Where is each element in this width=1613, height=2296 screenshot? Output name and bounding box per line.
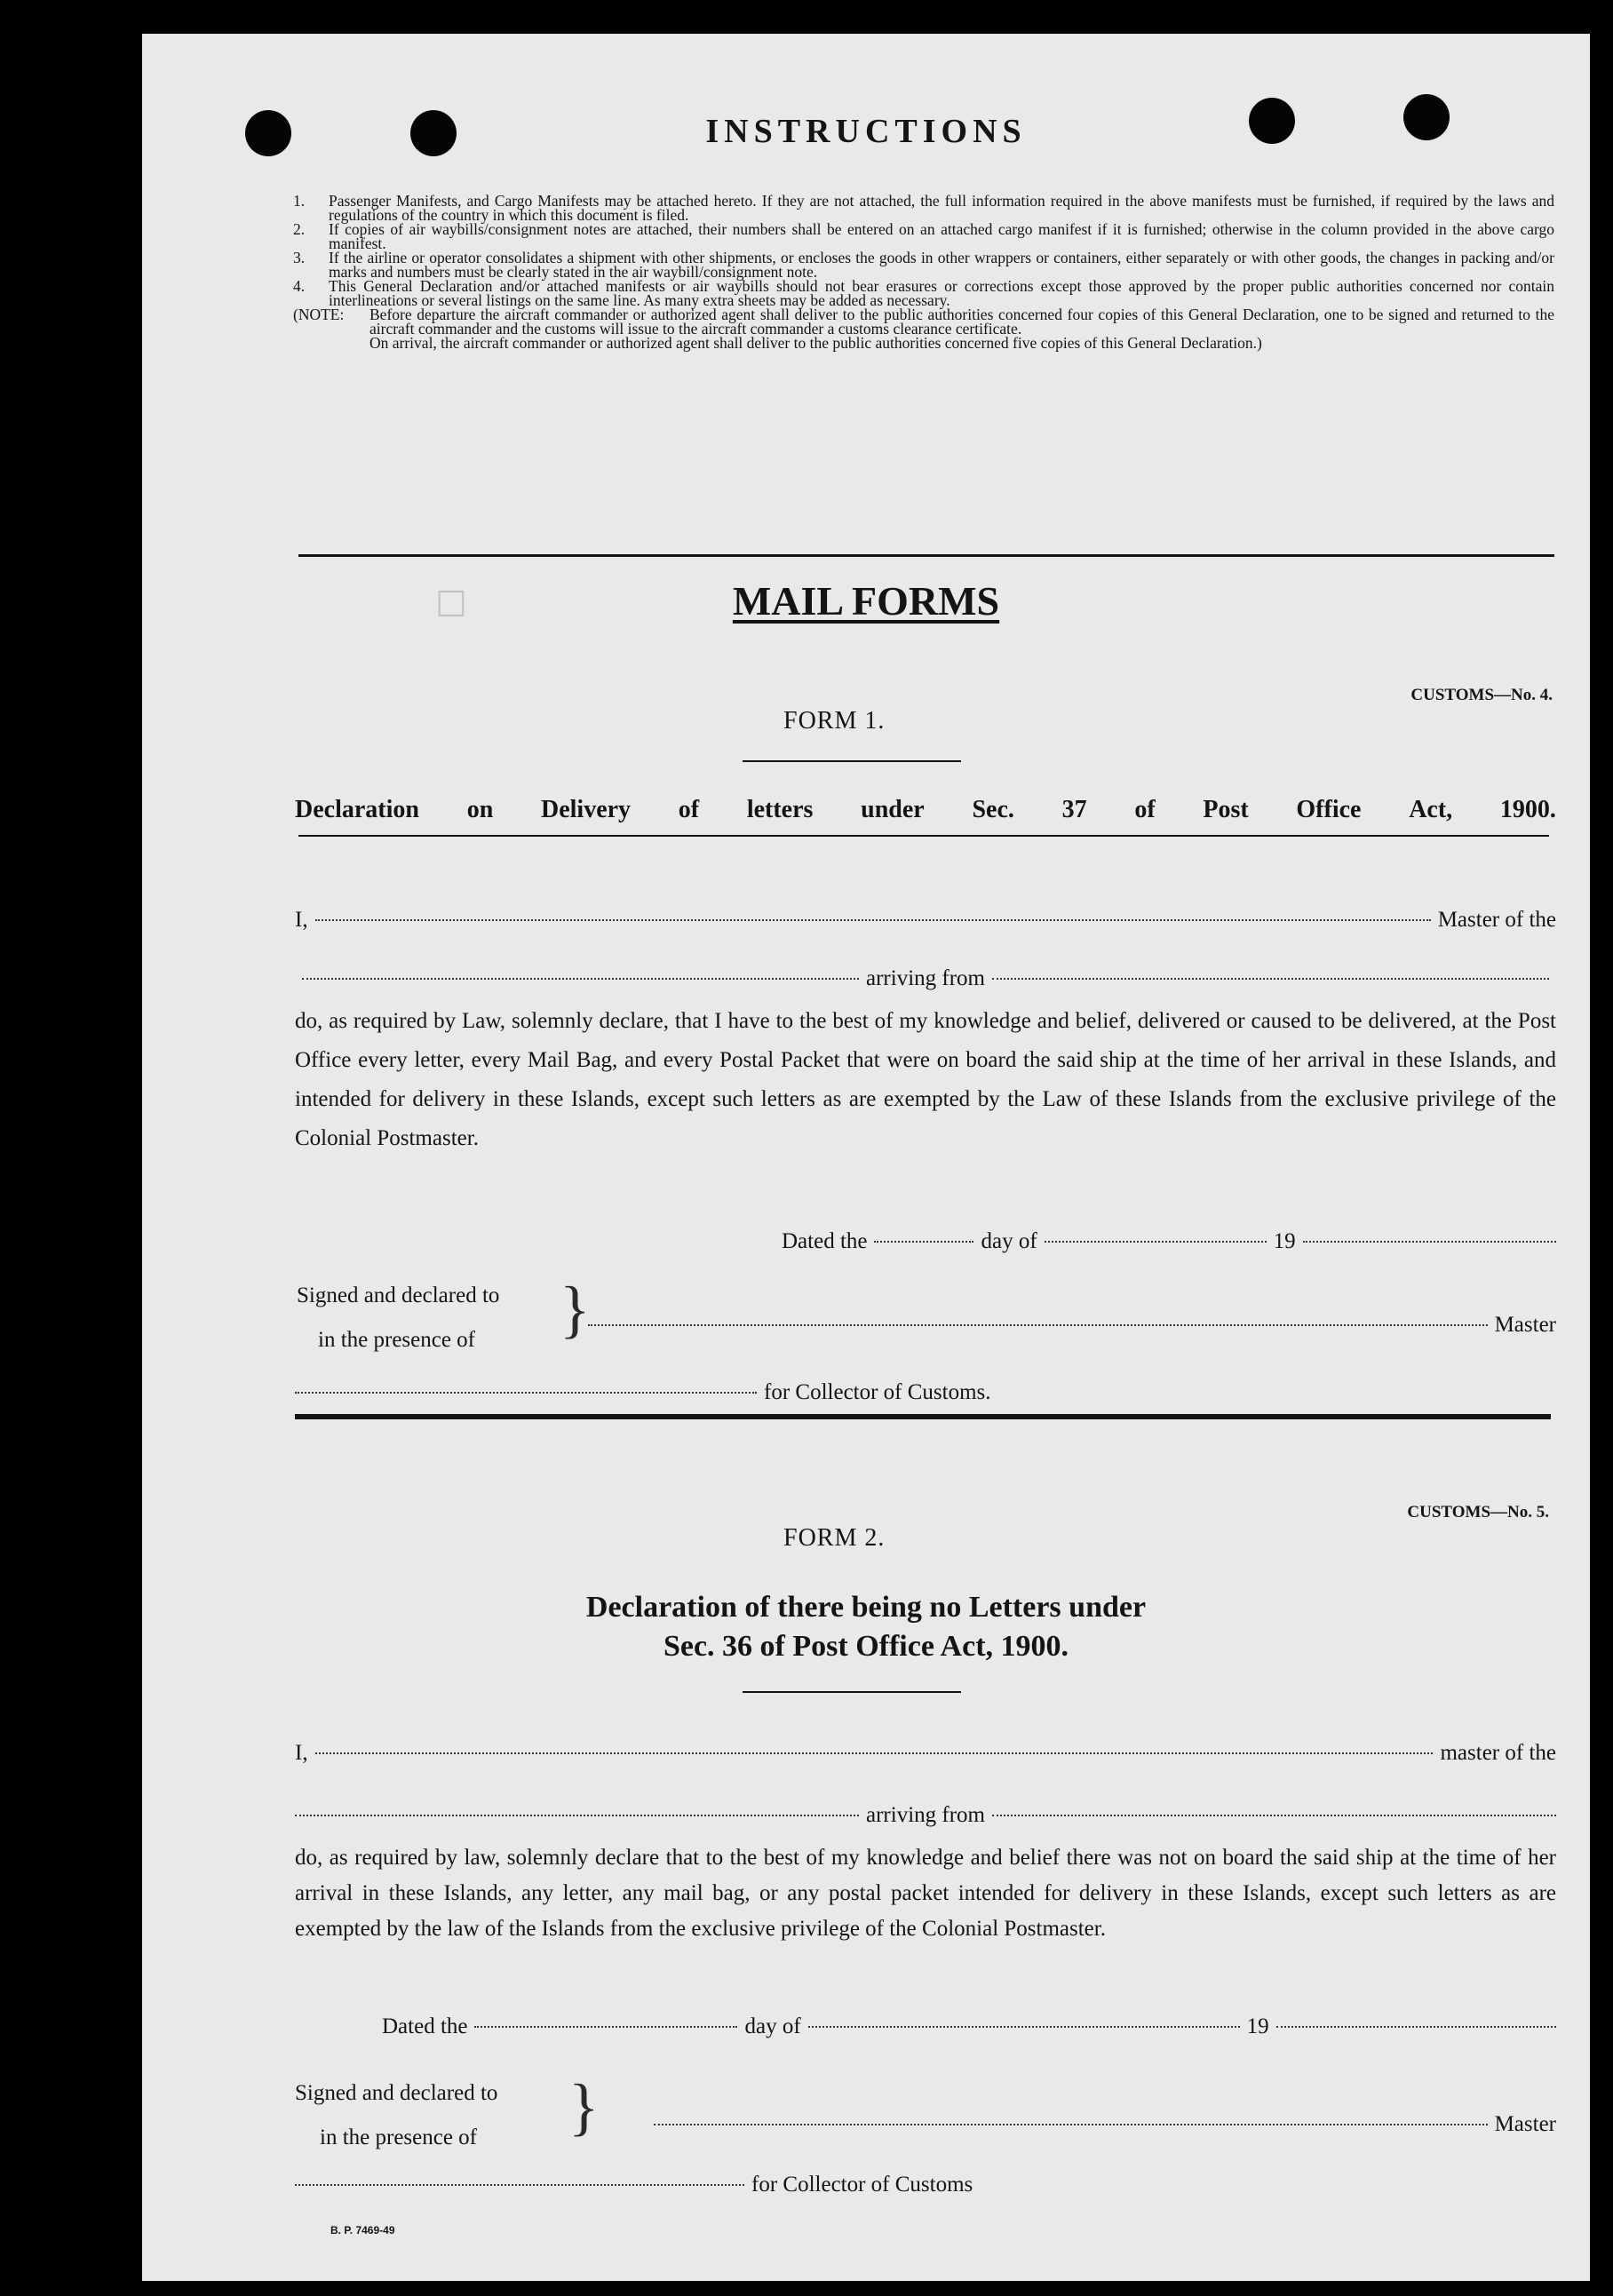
instruction-note: (NOTE: Before departure the aircraft commander or authorized agent shall deliver to the public authorities concerned four copies of this General Declaration, one to be signed and returned to the aircraft commander and the customs will issue to the aircraft commander a customs clearance certificate. On arrival, the aircraft commander or authorized agent shall deliver to the public authorities concerned five copies of this General Declaration.) xyxy=(293,306,1554,352)
dated-month-field[interactable] xyxy=(808,2026,1240,2028)
instruction-item: 3. If the airline or operator consolidates a shipment with other shipments, or encloses the goods in other wrappers or containers, either separately or with other goods, the changes in packing and/or marks and numbers must be clearly stated in the air waybill/consignment note. xyxy=(293,249,1554,281)
form2-master-signature-line: Master xyxy=(654,2112,1556,2137)
form2-collector-line: for Collector of Customs xyxy=(295,2173,1094,2197)
customs-number-form1: CUSTOMS—No. 4. xyxy=(1410,686,1553,704)
form2-signed-label: Signed and declared to in the presence of xyxy=(295,2081,498,2149)
collector-signature-field[interactable] xyxy=(295,1392,757,1394)
section-divider xyxy=(298,554,1554,557)
arriving-from-field[interactable] xyxy=(992,1815,1556,1816)
form1-declaration-body: do, as required by Law, solemnly declare, that I have to the best of my knowledge and belief, delivered or caused to be delivered, at the Post Office every letter, every Mail Bag, and every Postal Packet that were on board the said ship at the time of her arrival in these Islands, and intended for delivery in these Islands, except such letters as are exempted by the Law of these Islands from the exclusive privilege of the Colonial Postmaster. xyxy=(295,1009,1556,1150)
dated-month-field[interactable] xyxy=(1045,1241,1267,1243)
form1-title-underline xyxy=(743,760,961,762)
master-name-field[interactable] xyxy=(315,919,1431,921)
instructions-heading: INSTRUCTIONS xyxy=(705,113,1027,150)
dated-day-field[interactable] xyxy=(874,1241,973,1243)
ship-name-field[interactable] xyxy=(302,978,859,980)
form2-title: FORM 2. xyxy=(783,1524,886,1552)
form1-declaration-heading: Declaration on Delivery of letters under Sec. 37 of Post Office Act, 1900. xyxy=(295,796,1556,823)
customs-number-form2: CUSTOMS—No. 5. xyxy=(1407,1503,1549,1521)
ship-name-field[interactable] xyxy=(295,1815,859,1816)
form1-collector-line: for Collector of Customs. xyxy=(295,1380,1094,1405)
dated-year-field[interactable] xyxy=(1276,2026,1556,2028)
instructions-list xyxy=(293,194,1554,350)
form2-master-line: I, master of the xyxy=(295,1741,1556,1765)
instruction-item: 2. If copies of air waybills/consignment notes are attached, their numbers shall be entered on an attached cargo manifest if it is furnished; otherwise in the column provided in the above cargo manifest. xyxy=(293,220,1554,252)
form2-heading-underline xyxy=(743,1691,961,1693)
instruction-item: 4. This General Declaration and/or attached manifests or air waybills should not bear erasures or corrections except those approved by the proper public authorities concerned nor contain interlineations or several listings on the same line. As many extra sheets may be added as necessary. xyxy=(293,277,1554,309)
form1-master-signature-line: Master xyxy=(588,1313,1556,1338)
form2-declaration-heading: Declaration of there being no Letters under Sec. 36 of Post Office Act, 1900. xyxy=(585,1591,1147,1663)
mail-forms-title: MAIL FORMS xyxy=(732,578,1000,624)
brace-icon: } xyxy=(560,1274,591,1345)
form1-title: FORM 1. xyxy=(783,707,886,735)
form1-arriving-line: arriving from xyxy=(295,966,1556,991)
form1-dated-line: Dated the day of 19 xyxy=(782,1229,1556,1254)
form2-declaration-body: do, as required by law, solemnly declare that to the best of my knowledge and belief there was not on board the said ship at the time of her arrival in these Islands, any letter, any mail bag, or any postal packet intended for delivery in these Islands, except such letters as are exempted by the law of the Islands from the exclusive privilege of the Colonial Postmaster. xyxy=(295,1846,1556,1941)
form2-dated-line: Dated the day of 19 xyxy=(382,2014,1556,2039)
master-signature-field[interactable] xyxy=(588,1324,1488,1326)
document-page xyxy=(142,34,1590,2281)
brace-icon: } xyxy=(568,2071,600,2142)
form1-master-line: I, Master of the xyxy=(295,908,1556,932)
bleed-through-mark: ☐ xyxy=(435,585,467,624)
arriving-from-field[interactable] xyxy=(992,978,1549,980)
form-divider xyxy=(295,1414,1551,1419)
form2-arriving-line: arriving from xyxy=(295,1803,1556,1828)
instruction-item: 1. Passenger Manifests, and Cargo Manifests may be attached hereto. If they are not attached, the full information required in the above manifests must be furnished, if required by the laws and regulations of the country in which this document is filed. xyxy=(293,192,1554,224)
master-name-field[interactable] xyxy=(315,1752,1434,1754)
master-signature-field[interactable] xyxy=(654,2124,1488,2125)
form1-signed-label: Signed and declared to in the presence of xyxy=(297,1283,500,1352)
dated-day-field[interactable] xyxy=(474,2026,737,2028)
collector-signature-field[interactable] xyxy=(295,2184,744,2186)
dated-year-field[interactable] xyxy=(1303,1241,1556,1243)
form1-heading-rule xyxy=(298,835,1549,837)
print-code: B. P. 7469-49 xyxy=(330,2224,395,2236)
